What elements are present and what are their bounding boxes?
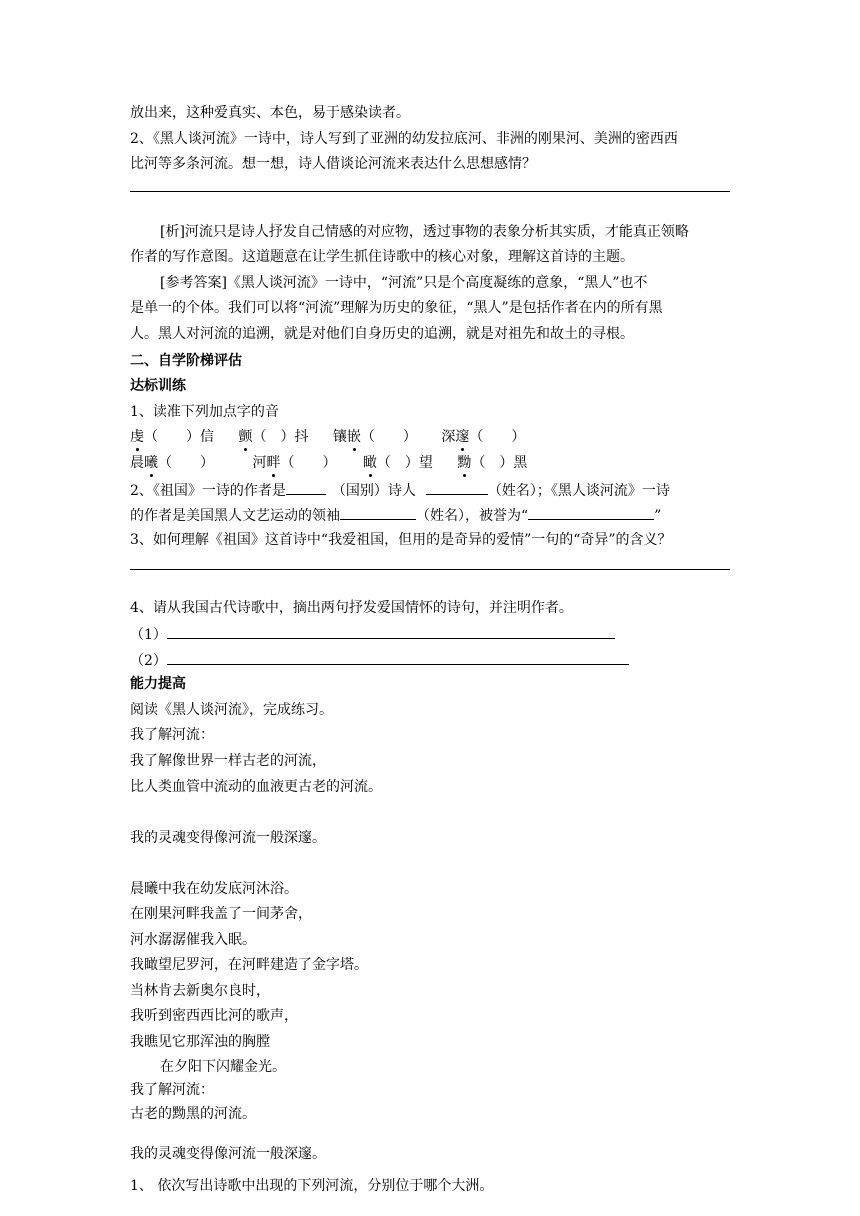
text-line: 阅读《黑人谈河流》，完成练习。 (130, 702, 333, 718)
answer-row: （1） (130, 623, 615, 643)
question-line: 2、《黑人谈河流》一诗中，诗人写到了亚洲的幼发拉底河、非洲的刚果河、美洲的密西西 (130, 131, 678, 147)
pinyin-item: 黝（ ）黑 (457, 455, 528, 471)
answer-line-text: [参考答案]《黑人谈河流》一诗中，“河流”只是个高度凝练的意象，“黑人”也不 (160, 275, 648, 291)
question-line: 2、《祖国》一诗的作者是 （国别）诗人 （姓名）；《黑人谈河流》一诗 (130, 479, 670, 499)
analysis-line: 作者的写作意图。这道题意在让学生抓住诗歌中的核心对象，理解这首诗的主题。 (130, 249, 634, 265)
fill-blank[interactable] (286, 479, 326, 495)
answer-row: （2） (130, 649, 629, 669)
pinyin-item: 晨曦（ ） (130, 455, 214, 471)
fill-blank[interactable] (167, 623, 615, 639)
answer-line[interactable] (130, 569, 730, 570)
text-line: 放出来，这种爱真实、本色，易于感染读者。 (130, 105, 410, 121)
question-line: 1、读准下列加点字的音 (130, 404, 279, 420)
question-line: 4、请从我国古代诗歌中，摘出两句抒发爱国情怀的诗句，并注明作者。 (130, 600, 573, 616)
question-line: 比河等多条河流。想一想，诗人借谈论河流来表达什么思想感情？ (130, 156, 536, 172)
poem-line: 我了解像世界一样古老的河流， (130, 753, 326, 769)
poem-line: 我了解河流： (130, 1082, 214, 1098)
pinyin-row (130, 427, 525, 447)
poem-line: 我瞧见它那浑浊的胸膛 (130, 1034, 270, 1050)
answer-line-text: 人。黑人对河流的追溯，就是对他们自身历史的追溯，就是对祖先和故土的寻根。 (130, 326, 634, 342)
pinyin-row (130, 453, 527, 473)
poem-line: 我的灵魂变得像河流一般深邃。 (130, 1146, 326, 1162)
question-line: 1、 依次写出诗歌中出现的下列河流，分别位于哪个大洲。 (130, 1178, 494, 1194)
question-line: 的作者是美国黑人文艺运动的领袖 （姓名），被誉为“ ” (130, 504, 661, 524)
fill-blank[interactable] (167, 649, 629, 665)
answer-line (130, 191, 730, 192)
poem-line: 当林肯去新奥尔良时， (130, 983, 270, 999)
pinyin-item: 深邃（ ） (441, 429, 526, 445)
answer-line-text: 是单一的个体。我们可以将“河流”理解为历史的象征，“黑人”是包括作者在内的所有黑 (130, 300, 663, 316)
poem-line: 我了解河流： (130, 727, 214, 743)
question-line: 3、如何理解《祖国》这首诗中“我爱祖国，但用的是奇异的爱情”一句的“奇异”的含义？ (130, 532, 672, 548)
pinyin-item: 颤（ ）抖 (238, 429, 309, 445)
poem-line: 在刚果河畔我盖了一间茅舍， (130, 906, 312, 922)
pinyin-item: 瞰（ ）望 (362, 455, 433, 471)
section-title: 二、自学阶梯评估 (130, 353, 242, 369)
fill-blank[interactable] (426, 479, 488, 495)
subsection-title: 能力提高 (130, 676, 186, 692)
poem-line: 我的灵魂变得像河流一般深邃。 (130, 830, 326, 846)
poem-line: 在夕阳下闪耀金光。 (160, 1059, 286, 1075)
poem-line: 河水潺潺催我入眠。 (130, 932, 256, 948)
pinyin-item: 镶嵌（ ） (332, 429, 417, 445)
fill-blank[interactable] (528, 504, 654, 520)
poem-line: 古老的黝黑的河流。 (130, 1106, 256, 1122)
fill-blank[interactable] (340, 504, 416, 520)
pinyin-item: 虔（ ）信 (130, 429, 214, 445)
analysis-line: [析]河流只是诗人抒发自己情感的对应物，透过事物的表象分析其实质，才能真正领略 (160, 224, 689, 240)
poem-line: 比人类血管中流动的血液更古老的河流。 (130, 779, 382, 795)
subsection-title: 达标训练 (130, 378, 186, 394)
pinyin-item: 河畔（ ） (252, 455, 337, 471)
poem-line: 我听到密西西比河的歌声， (130, 1008, 298, 1024)
poem-line: 我瞰望尼罗河，在河畔建造了金字塔。 (130, 957, 368, 973)
poem-line: 晨曦中我在幼发底河沐浴。 (130, 881, 298, 897)
